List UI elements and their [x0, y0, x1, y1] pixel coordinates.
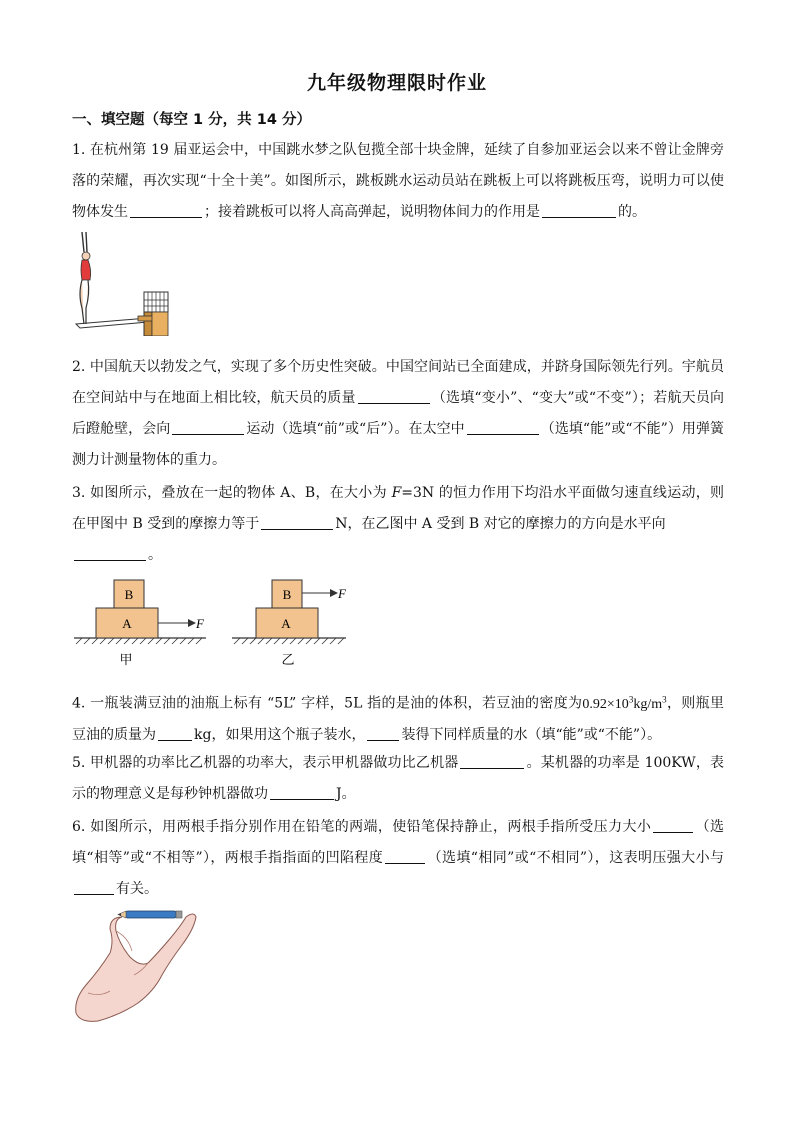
jia-force-label: F [196, 616, 204, 631]
q3-force-symbol: F [391, 485, 402, 501]
q3-text-c: N，在乙图中 A 受到 B 对它的摩擦力的方向是水平向 [335, 516, 666, 532]
q4-blank-1[interactable] [158, 724, 192, 741]
q1-text-c: 的。 [618, 204, 646, 220]
q2-text-c: 运动（选填“前”或“后”）。在太空中 [246, 421, 465, 437]
q2-text-d: （选填“能”或“不能”）用弹簧测力计测量物体的重力。 [72, 421, 724, 468]
yi-block-a-label: A [281, 616, 291, 631]
question-4 [72, 684, 724, 751]
q2-blank-2[interactable] [172, 418, 244, 435]
jia-caption: 甲 [119, 653, 133, 668]
page-title: 九年级物理限时作业 [306, 72, 487, 94]
q5-text-b: 。某机器的功率是 100KW，表示的物理意义是每秒钟机器做功 [72, 755, 724, 802]
yi-caption: 乙 [281, 653, 295, 668]
q1-text-a: 1. 在杭州第 19 届亚运会中，中国跳水梦之队包揽全部十块金牌，延续了自参加亚运会以来不曾让金牌旁落的荣耀，再次实现“十全十美”。如图所示，跳板跳水运动员站在跳板上可以将跳板压弯，说明力可以使物体发生 [72, 142, 724, 220]
q1-blank-1[interactable] [130, 201, 202, 218]
pencil-fingers-figure [70, 905, 204, 1025]
q1-text-b: ；接着跳板可以将人高高弹起，说明物体间力的作用是 [204, 204, 540, 220]
q4-text-d: 装得下同样质量的水（填“能”或“不能”）。 [401, 726, 662, 743]
q5-text-c: J。 [336, 786, 356, 802]
question-2 [72, 352, 724, 476]
question-6 [72, 812, 724, 905]
q3-blank-2[interactable] [74, 544, 146, 561]
q1-blank-2[interactable] [542, 201, 616, 218]
q4-text-c: kg，如果用这个瓶子装水， [194, 726, 366, 743]
q6-text-b: （选填“相等”或“不相等”），两根手指指面的凹陷程度 [72, 819, 725, 866]
diving-board-figure [68, 230, 180, 336]
question-3 [72, 478, 724, 571]
q3-text-b: =3N 的恒力作用下均沿水平面做匀速直线运动，则在甲图中 B 受到的摩擦力等于 [72, 485, 724, 532]
q5-blank-2[interactable] [270, 783, 334, 800]
q5-text-a: 5. 甲机器的功率比乙机器的功率大，表示甲机器做功比乙机器 [72, 755, 459, 771]
q4-density-value: $0.92\times 10^3kg/m^3$ [582, 694, 667, 712]
q4-text-a: 4. 一瓶装满豆油的油瓶上标有 “5L” 字样，5L 指的是油的体积，若豆油的密度为 [72, 695, 583, 712]
yi-force-label: F [338, 586, 346, 601]
q6-text-d: 有关。 [116, 881, 158, 897]
q3-text-a: 3. 如图所示，叠放在一起的物体 A、B，在大小为 [72, 485, 392, 501]
jia-block-b-label: B [124, 587, 134, 602]
q2-blank-1[interactable] [358, 387, 430, 404]
q3-blank-1[interactable] [261, 513, 333, 530]
question-1 [72, 135, 724, 228]
q6-blank-1[interactable] [653, 816, 693, 833]
figure-jia [74, 580, 206, 668]
q2-text-b: （选填“变小”、“变大”或“不变”）；若航天员向后蹬舱壁，会向 [72, 390, 725, 437]
figure-yi [232, 580, 347, 668]
q2-blank-3[interactable] [467, 418, 539, 435]
q6-text-c: （选填“相同”或“不相同”），这表明压强大小与 [427, 850, 724, 866]
stacked-blocks-figure [70, 578, 360, 670]
q2-text-a: 2. 中国航天以勃发之气，实现了多个历史性突破。中国空间站已全面建成，并跻身国际领先行列。宇航员在空间站中与在地面上相比较，航天员的质量 [72, 359, 724, 406]
section-heading: 一、填空题（每空 1 分，共 14 分） [72, 112, 311, 128]
jia-block-a-label: A [122, 616, 132, 631]
q5-blank-1[interactable] [460, 752, 524, 769]
q6-blank-3[interactable] [74, 878, 114, 895]
q4-text-b: ，则瓶里豆油的质量为 [72, 695, 724, 743]
question-5 [72, 748, 724, 810]
q6-blank-2[interactable] [385, 847, 425, 864]
q4-blank-2[interactable] [367, 724, 399, 741]
q3-text-d: 。 [148, 547, 162, 563]
q6-text-a: 6. 如图所示，用两根手指分别作用在铅笔的两端，使铅笔保持静止，两根手指所受压力大小 [72, 819, 652, 835]
yi-block-b-label: B [282, 587, 292, 602]
